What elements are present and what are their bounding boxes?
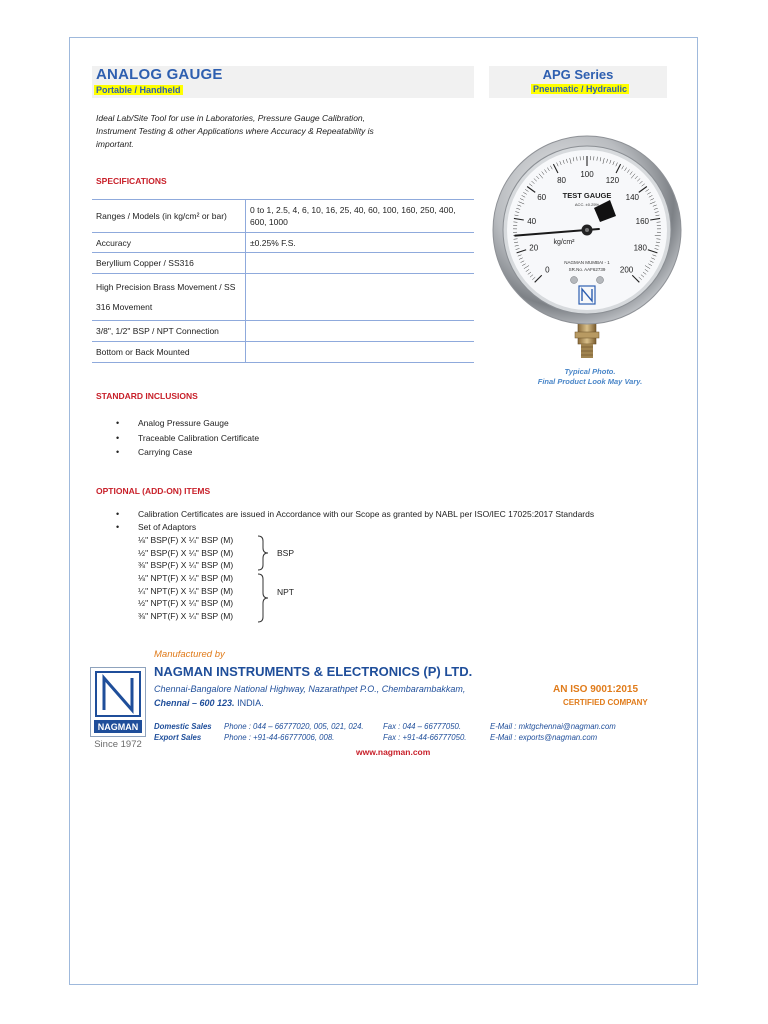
- table-row: [92, 233, 474, 253]
- spec-label: Ranges / Models (in kg/cm² or bar): [92, 200, 246, 233]
- scale-label: 200: [619, 265, 634, 275]
- table-row: [92, 200, 474, 233]
- scale-label: 160: [635, 217, 649, 227]
- export-fax: Fax : +91-44-66777050.: [383, 733, 467, 742]
- table-row: [92, 342, 474, 363]
- scale-label: 140: [625, 193, 639, 203]
- list-item: • Traceable Calibration Certificate: [116, 431, 259, 446]
- spec-label: Bottom or Back Mounted: [92, 342, 246, 363]
- brace-icon: [254, 534, 274, 626]
- spec-value: [246, 253, 475, 274]
- optional-items-list: [116, 508, 594, 533]
- nagman-logo-icon: [91, 668, 145, 736]
- list-item: • Set of Adaptors: [116, 521, 594, 534]
- spec-label: Beryllium Copper / SS316: [92, 253, 246, 274]
- standard-inclusions-heading: STANDARD INCLUSIONS: [96, 391, 198, 401]
- list-item: • Calibration Certificates are issued in Accordance with our Scope as granted by NABL per ISO/IEC 17025:2017 Standards: [116, 508, 594, 521]
- export-phone: Phone : +91-44-66777006, 008.: [224, 733, 335, 742]
- list-item: • Carrying Case: [116, 445, 259, 460]
- iso-label: AN ISO 9001:2015: [553, 684, 639, 695]
- domestic-email[interactable]: E-Mail : mktgchennai@nagman.com: [490, 722, 616, 731]
- scale-label: 100: [580, 170, 594, 179]
- scale-label: 60: [537, 193, 547, 203]
- table-row: [92, 274, 474, 321]
- scale-label: 20: [529, 243, 539, 253]
- company-logo: [90, 667, 146, 737]
- list-item: ½" NPT(F) X ¼" BSP (M): [138, 598, 234, 608]
- bsp-label: BSP: [277, 548, 295, 558]
- domestic-fax: Fax : 044 – 66777050.: [383, 722, 462, 731]
- logo-text: NAGMAN: [97, 722, 139, 732]
- manufactured-by-label: Manufactured by: [154, 649, 225, 660]
- product-subtitle: Portable / Handheld: [96, 85, 181, 95]
- scale-label: 40: [527, 217, 537, 227]
- photo-caption: Typical Photo. Final Product Look May Vary.: [537, 367, 643, 386]
- spec-label: 3/8", 1/2" BSP / NPT Connection: [92, 321, 246, 342]
- dial-unit: kg/cm²: [553, 239, 575, 246]
- svg-text:ACC. ±0.25%: ACC. ±0.25%: [574, 202, 600, 207]
- domestic-phone: Phone : 044 – 66777020, 005, 021, 024.: [224, 722, 364, 731]
- bsp-adaptor-list: [138, 534, 233, 572]
- website-link[interactable]: www.nagman.com: [356, 747, 431, 757]
- standard-inclusions-list: [116, 416, 259, 460]
- dial-screw-icon: [597, 277, 604, 284]
- scale-label: 120: [605, 176, 620, 186]
- spec-label: High Precision Brass Movement / SS 316 Movement: [92, 274, 246, 321]
- spec-value: 0 to 1, 2.5, 4, 6, 10, 16, 25, 40, 60, 100, 160, 250, 400, 600, 1000: [246, 200, 475, 233]
- certified-label: CERTIFIED COMPANY: [563, 698, 648, 707]
- domestic-sales-label: Domestic Sales: [154, 722, 212, 731]
- svg-text:SR.No. AAF62739: SR.No. AAF62739: [568, 267, 606, 272]
- export-sales-label: Export Sales: [154, 733, 202, 742]
- list-item: • Analog Pressure Gauge: [116, 416, 259, 431]
- spec-value: ±0.25% F.S.: [246, 233, 475, 253]
- scale-label: 80: [557, 176, 567, 186]
- table-row: [92, 321, 474, 342]
- series-subtitle: Pneumatic / Hydraulic: [533, 84, 628, 94]
- export-email[interactable]: E-Mail : exports@nagman.com: [490, 733, 598, 742]
- list-item: ½" BSP(F) X ¼" BSP (M): [138, 547, 234, 558]
- table-row: [92, 253, 474, 274]
- since-text: Since 1972: [94, 739, 142, 750]
- dial-screw-icon: [571, 277, 578, 284]
- list-item: ¼" NPT(F) X ¼" BSP (M): [138, 585, 234, 596]
- company-name: NAGMAN INSTRUMENTS & ELECTRONICS (P) LTD.: [154, 664, 473, 679]
- specifications-table: [92, 199, 474, 363]
- list-item: ⅜" NPT(F) X ¼" BSP (M): [138, 610, 234, 621]
- svg-text:NAGMAN MUMBAI - 1: NAGMAN MUMBAI - 1: [564, 260, 610, 265]
- address-city: Chennai – 600 123. INDIA.: [154, 698, 264, 708]
- optional-items-heading: OPTIONAL (ADD-ON) ITEMS: [96, 486, 211, 496]
- scale-label: 180: [633, 243, 647, 253]
- dial-label: TEST GAUGE: [562, 191, 612, 200]
- address-line: Chennai-Bangalore National Highway, Nazarathpet P.O., Chembarambakkam,: [154, 684, 466, 694]
- product-title: ANALOG GAUGE: [96, 66, 223, 83]
- series-title: APG Series: [542, 67, 614, 82]
- pressure-gauge-image: [490, 126, 686, 362]
- spec-value: [246, 342, 475, 363]
- scale-label: 0: [545, 265, 550, 275]
- list-item: ⅜" BSP(F) X ¼" BSP (M): [138, 560, 234, 570]
- npt-label: NPT: [277, 587, 294, 597]
- list-item: ⅛" BSP(F) X ¼" BSP (M): [138, 535, 234, 545]
- intro-text: Ideal Lab/Site Tool for use in Laboratories, Pressure Gauge Calibration, Instrument Testing & other Applications where Accuracy & Repeatability is important.: [96, 113, 374, 149]
- npt-adaptor-list: [138, 572, 233, 622]
- list-item: ⅛" NPT(F) X ¼" BSP (M): [138, 573, 234, 583]
- specifications-heading: SPECIFICATIONS: [96, 176, 167, 186]
- spec-label: Accuracy: [92, 233, 246, 253]
- spec-value: [246, 321, 475, 342]
- spec-value: [246, 274, 475, 321]
